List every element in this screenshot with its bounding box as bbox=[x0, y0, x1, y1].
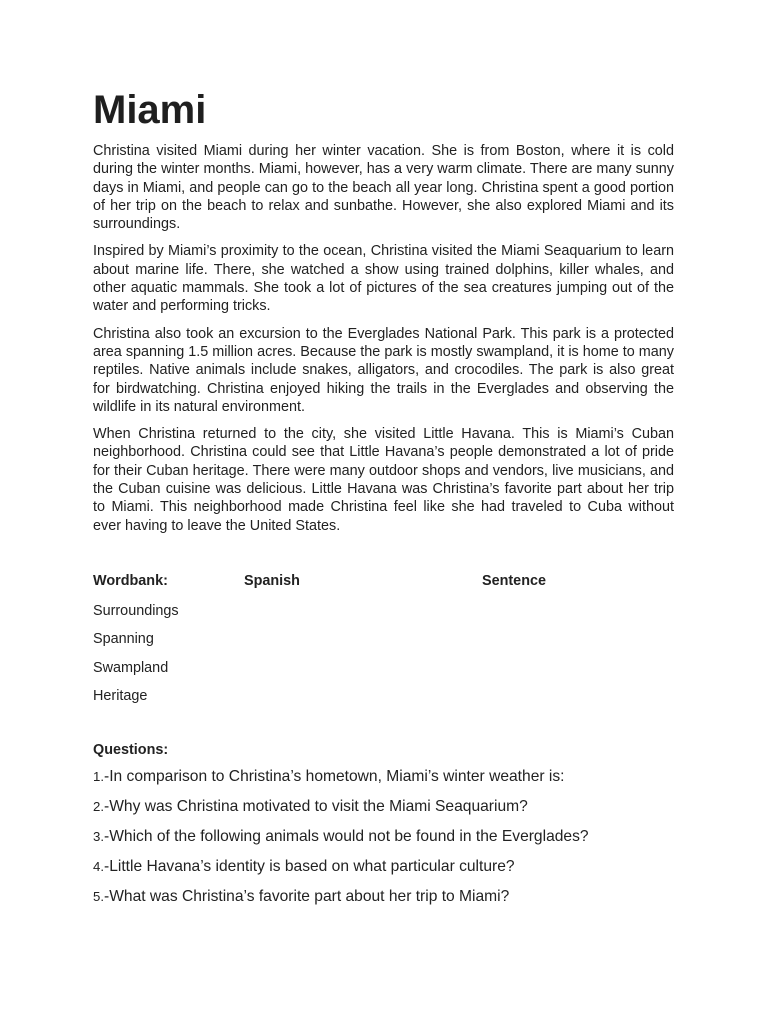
question-item bbox=[93, 857, 674, 887]
question-number: 5. bbox=[93, 889, 104, 905]
paragraph-3: Christina also took an excursion to the Everglades National Park. This park is a protected area spanning 1.5 million acres. Because the park is mostly swampland, it is home to many reptiles. Native animals include snakes, alligators, and crocodiles. The park is also great for birdwatching. Christina enjoyed hiking the trails in the Everglades and observing the wildlife in its natural environment. bbox=[93, 325, 674, 415]
wordbank-word: Heritage bbox=[93, 687, 148, 704]
question-item bbox=[93, 887, 674, 917]
paragraph-2: Inspired by Miami’s proximity to the ocean, Christina visited the Miami Seaquarium to learn about marine life. There, she watched a show using trained dolphins, killer whales, and other aquatic mammals. She took a lot of pictures of the sea creatures jumping out of the water and performing tricks. bbox=[93, 243, 674, 315]
question-text: -In comparison to Christina’s hometown, Miami’s winter weather is: bbox=[104, 768, 565, 786]
wordbank-word: Surroundings bbox=[93, 602, 179, 619]
question-number: 4. bbox=[93, 859, 104, 875]
question-number: 2. bbox=[93, 799, 104, 815]
question-number: 1. bbox=[93, 769, 104, 785]
question-item bbox=[93, 797, 674, 827]
paragraph-4: When Christina returned to the city, she visited Little Havana. This is Miami’s Cuban neighborhood. Christina could see that Little Havana’s people demonstrated a lot of pride for their Cuban heritage. There were many outdoor shops and vendors, live musicians, and the Cuban cuisine was delicious. Little Havana was Christina’s favorite part about her trip to Miami. This neighborhood made Christina feel like she had traveled to Cuba without ever having to leave the United States. bbox=[93, 426, 674, 534]
question-item bbox=[93, 767, 674, 797]
wordbank-header bbox=[93, 573, 674, 593]
questions-heading: Questions: bbox=[93, 742, 169, 759]
wordbank-list bbox=[93, 602, 674, 715]
sentence-heading: Sentence bbox=[482, 572, 546, 589]
page-title: Miami bbox=[93, 88, 207, 132]
document-page bbox=[93, 84, 674, 917]
wordbank-heading: Wordbank: bbox=[93, 572, 168, 589]
spanish-heading: Spanish bbox=[244, 572, 300, 589]
paragraph-1: Christina visited Miami during her winter vacation. She is from Boston, where it is cold during the winter months. Miami, however, has a very warm climate. There are many sunny days in Miami, and people can go to the beach all year long. Christina spent a good portion of her trip on the beach to relax and sunbathe. However, she also explored Miami and its surroundings. bbox=[93, 143, 674, 233]
wordbank-word: Swampland bbox=[93, 659, 169, 676]
questions-list bbox=[93, 767, 674, 917]
question-item bbox=[93, 827, 674, 857]
question-text: -Little Havana’s identity is based on what particular culture? bbox=[104, 858, 515, 876]
question-text: -Why was Christina motivated to visit the Miami Seaquarium? bbox=[104, 798, 528, 816]
wordbank-word: Spanning bbox=[93, 631, 154, 648]
question-number: 3. bbox=[93, 829, 104, 845]
question-text: -Which of the following animals would not be found in the Everglades? bbox=[104, 828, 589, 846]
question-text: -What was Christina’s favorite part about her trip to Miami? bbox=[104, 888, 510, 906]
